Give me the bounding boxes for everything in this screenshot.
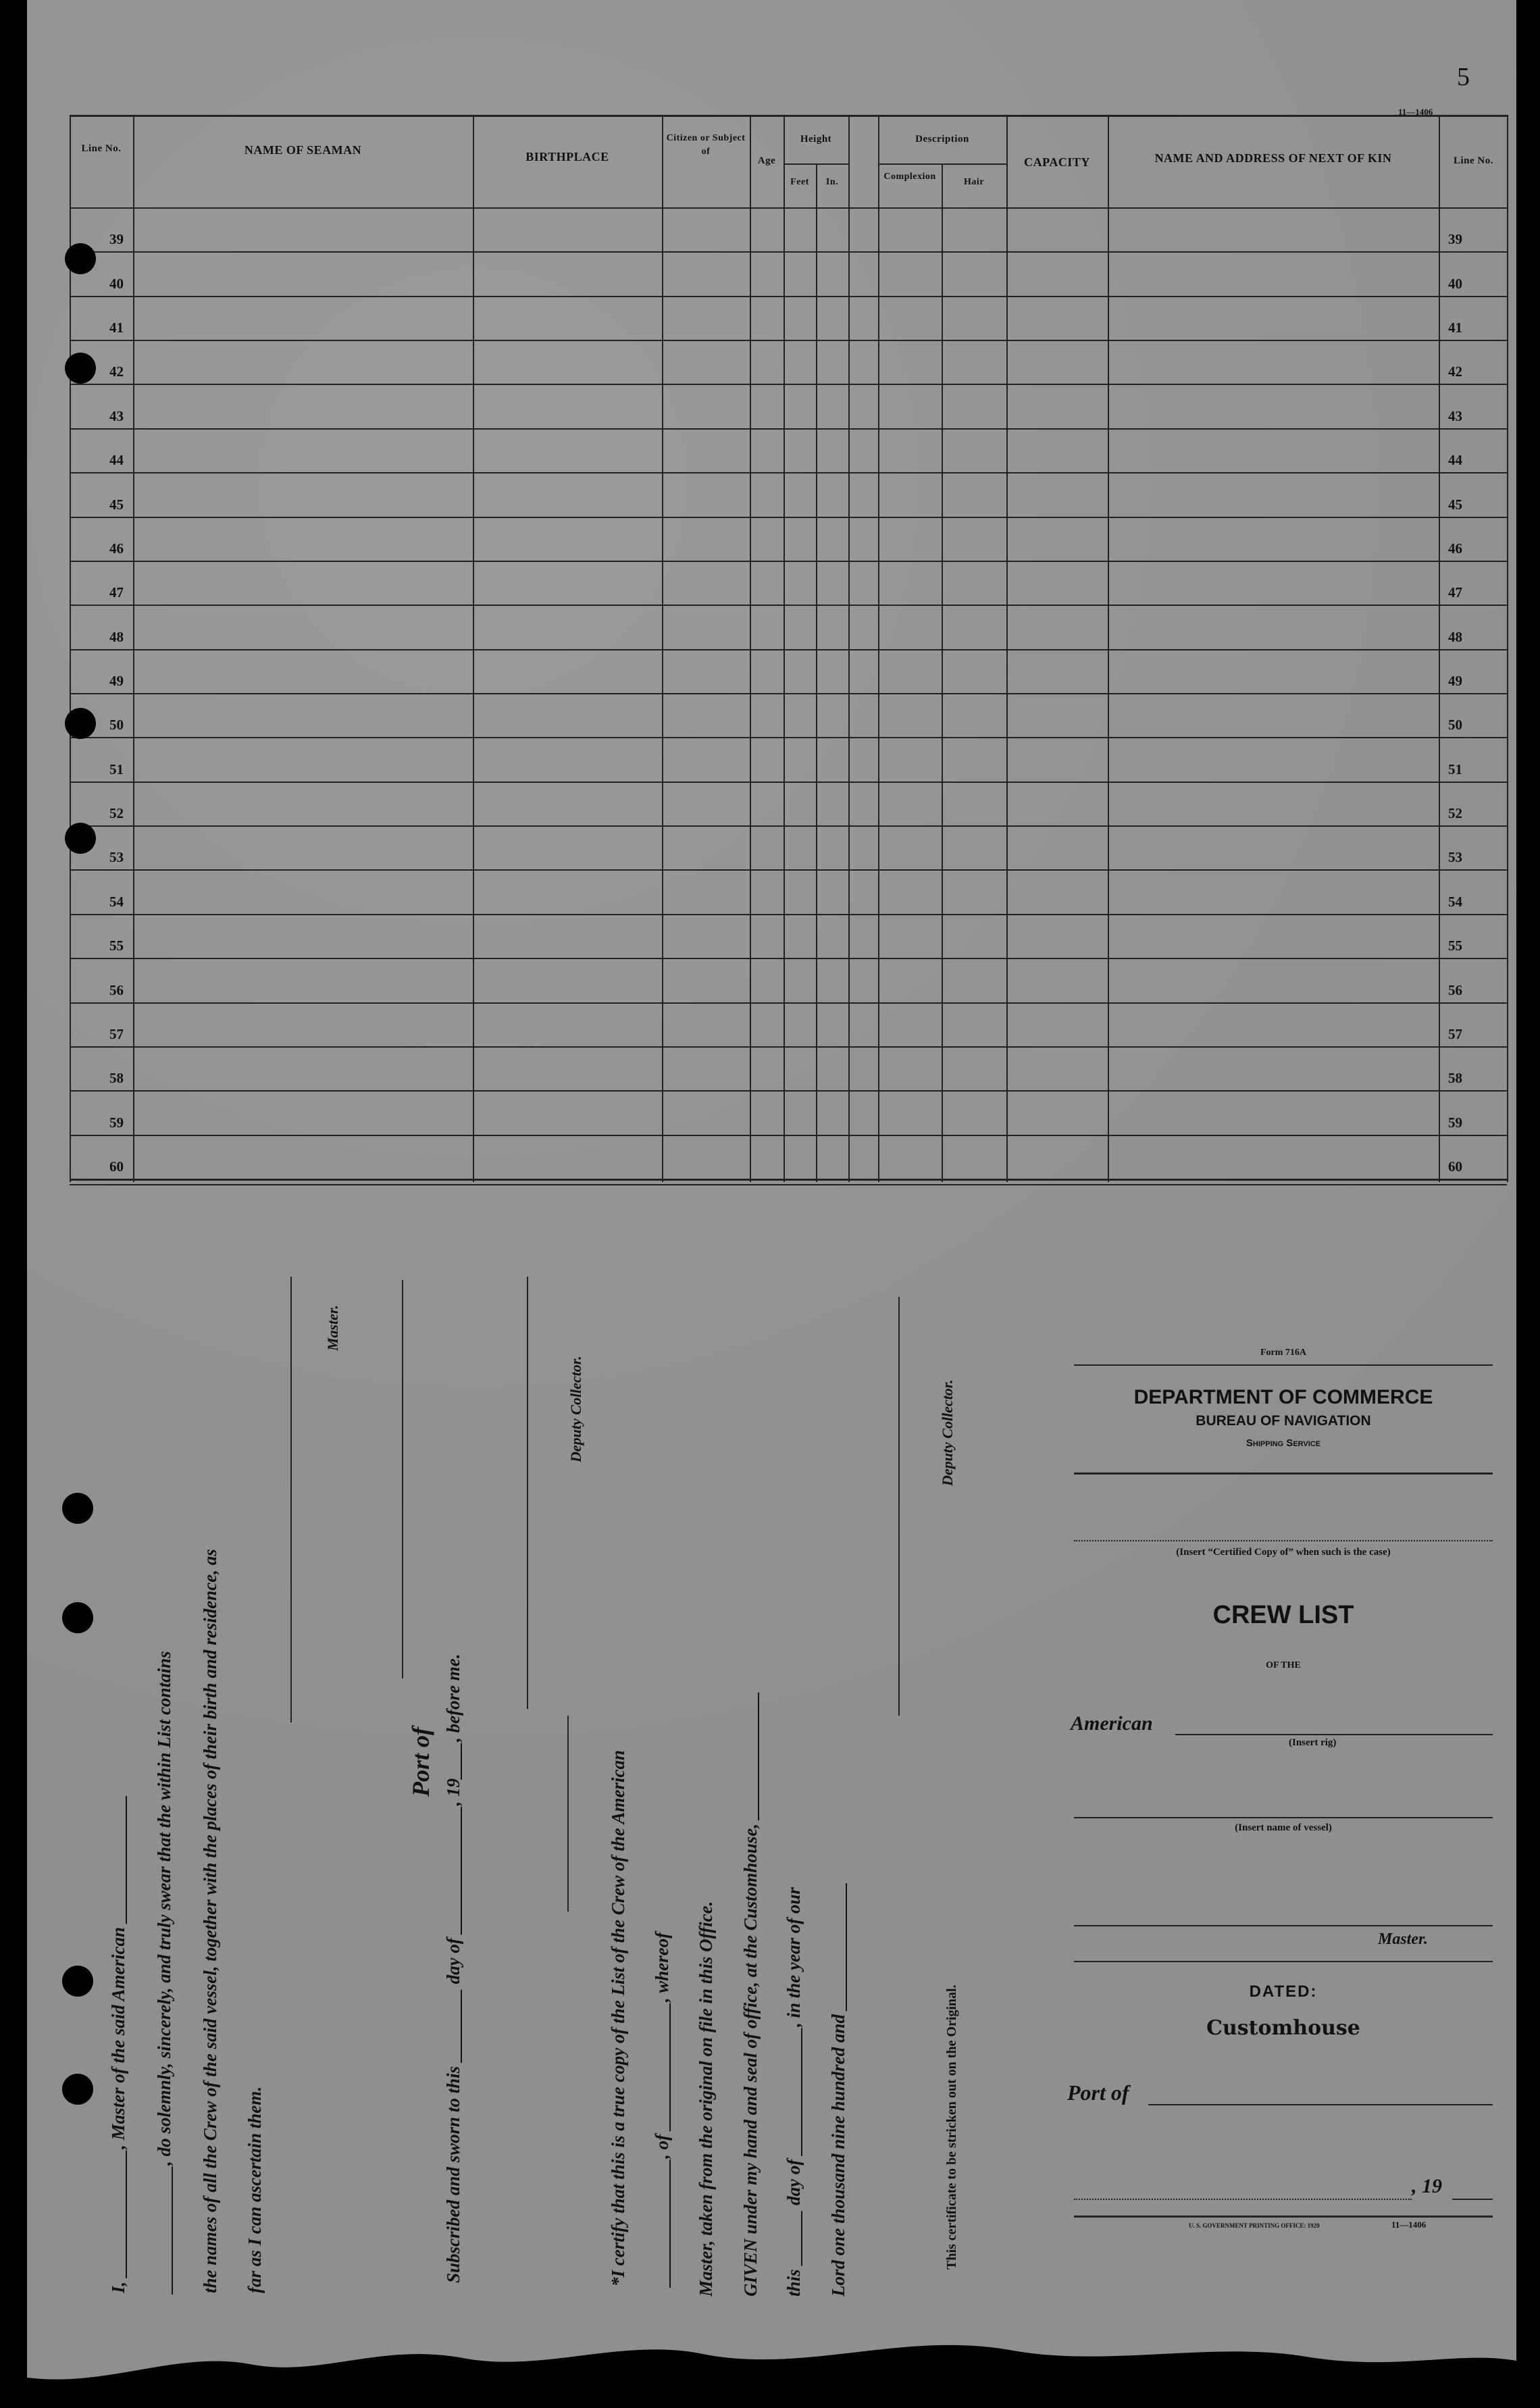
document-sheet (27, 0, 1516, 2408)
table-row-number-left: 40 (109, 275, 124, 292)
header-name-of-seaman: NAME OF SEAMAN (244, 143, 362, 157)
table-row-number-right: 58 (1448, 1070, 1462, 1087)
cover-insert-rig: (Insert rig) (1289, 1737, 1337, 1748)
table-row-divider (70, 1090, 1507, 1092)
table-row-divider (70, 472, 1507, 473)
oath-line-1: I, ______________, Master of the said American ______________ (108, 1795, 128, 2293)
oath-master-label: Master. (324, 1305, 341, 1351)
table-row-number-left: 43 (109, 407, 124, 424)
table-row-divider (70, 914, 1507, 915)
cover-master: Master. (1378, 1930, 1429, 1948)
table-row-number-left: 47 (109, 584, 124, 601)
oath-line-4: far as I can ascertain them. (245, 2086, 265, 2293)
punch-hole (65, 243, 96, 274)
table-row-number-right: 57 (1448, 1025, 1462, 1042)
table-row-divider (70, 428, 1507, 430)
certificate-line-2: ______________, of ______________, whereof (652, 1932, 672, 2286)
table-row-number-left: 41 (109, 319, 124, 336)
table-row-divider (70, 1135, 1507, 1136)
table-row-number-left: 39 (109, 231, 124, 248)
table-row-divider (70, 517, 1507, 518)
table-row-number-right: 46 (1448, 540, 1462, 557)
table-row-number-left: 45 (109, 496, 124, 513)
table-row-number-right: 45 (1448, 496, 1462, 513)
table-row-number-left: 56 (109, 981, 124, 998)
certificate-footnote: This certificate to be stricken out on the Original. (944, 1984, 959, 2270)
table-row-number-left: 42 (109, 363, 124, 380)
header-capacity: CAPACITY (1024, 155, 1090, 169)
table-row-number-right: 48 (1448, 628, 1462, 645)
table-row-divider (70, 737, 1507, 738)
header-hair: Hair (964, 177, 984, 187)
corner-mark: 5 (1457, 63, 1470, 91)
table-row-number-right: 42 (1448, 363, 1462, 380)
table-row-number-right: 56 (1448, 981, 1462, 998)
table-row-divider (70, 340, 1507, 341)
table-row-number-left: 50 (109, 717, 124, 734)
certificate-line-3: Master, taken from the original on file in this Office. (696, 1901, 716, 2297)
punch-hole (62, 2074, 93, 2105)
table-row-number-right: 50 (1448, 717, 1462, 734)
punch-hole (62, 1966, 93, 1997)
certificate-line-1: *I certify that this is a true copy of the List of the Crew of the American (608, 1750, 628, 2286)
table-row-number-left: 52 (109, 805, 124, 822)
cover-department: DEPARTMENT OF COMMERCE (1133, 1386, 1433, 1408)
header-height: Height (800, 134, 832, 145)
cover-customhouse: Customhouse (1206, 2016, 1360, 2040)
table-row-number-left: 59 (109, 1114, 124, 1131)
table-row-number-right: 40 (1448, 275, 1462, 292)
table-row-divider (70, 605, 1507, 606)
header-description: Description (915, 134, 969, 145)
table-row-number-left: 46 (109, 540, 124, 557)
table-row-number-right: 44 (1448, 452, 1462, 469)
table-row-divider (70, 958, 1507, 959)
table-row-number-right: 49 (1448, 673, 1462, 689)
table-row-number-right: 39 (1448, 231, 1462, 248)
header-birthplace: BIRTHPLACE (525, 150, 609, 163)
table-row-divider (70, 825, 1507, 827)
table-row-number-left: 51 (109, 761, 124, 777)
table-row-number-left: 54 (109, 893, 124, 910)
table-row-divider (70, 1046, 1507, 1048)
table-row-number-left: 58 (109, 1070, 124, 1087)
table-row-number-right: 55 (1448, 938, 1462, 954)
header-next-of-kin: NAME AND ADDRESS OF NEXT OF KIN (1154, 151, 1392, 165)
certificate-line-5: this ______ day of ______________, in the year of our (784, 1887, 804, 2297)
table-row-divider (70, 296, 1507, 297)
table-row-divider (70, 384, 1507, 385)
punch-hole (62, 1493, 93, 1524)
table-row-divider (70, 649, 1507, 650)
table-row-divider (70, 251, 1507, 253)
punch-hole (65, 353, 96, 384)
oath-subscribed: Subscribed and sworn to this ________ day of ______________, 19____, before me. (443, 1654, 463, 2283)
table-row-number-right: 53 (1448, 849, 1462, 866)
cover-form-number: Form 716A (1260, 1348, 1307, 1358)
oath-deputy-collector: Deputy Collector. (567, 1356, 584, 1462)
oath-line-2: ______________, do solemnly, sincerely, and truly swear that the within List contains (154, 1651, 174, 2293)
header-feet: Feet (790, 177, 809, 187)
cover-form-number-bottom: 11—1406 (1391, 2220, 1427, 2230)
table-row-number-right: 41 (1448, 319, 1462, 336)
table-row-number-left: 53 (109, 849, 124, 866)
cover-year: , 19 (1412, 2175, 1442, 2197)
table-row-number-right: 54 (1448, 893, 1462, 910)
oath-port-of-label: Port of (407, 1727, 434, 1797)
certificate-deputy-collector: Deputy Collector. (939, 1379, 956, 1486)
header-age: Age (757, 155, 776, 166)
punch-hole (65, 823, 96, 854)
table-row-number-right: 47 (1448, 584, 1462, 601)
cover-insert-vessel: (Insert name of vessel) (1235, 1822, 1332, 1833)
table-row-number-right: 59 (1448, 1114, 1462, 1131)
table-row-divider (70, 1002, 1507, 1004)
certificate-line-4: GIVEN under my hand and seal of office, at the Customhouse, ______________ (740, 1691, 761, 2297)
cover-bureau: BUREAU OF NAVIGATION (1196, 1413, 1371, 1429)
form-number-top: 11—1406 (1398, 107, 1433, 117)
table-row-number-right: 60 (1448, 1158, 1462, 1175)
cover-insert-certified: (Insert “Certified Copy of” when such is the case) (1176, 1547, 1391, 1558)
table-row-divider (70, 561, 1507, 562)
header-citizen: Citizen or Subject of (666, 133, 746, 157)
oath-line-3: the names of all the Crew of the said vessel, together with the places of their birth and residence, as (200, 1549, 220, 2293)
header-complexion: Complexion (883, 172, 936, 182)
table-row-divider (70, 782, 1507, 783)
cover-dated: DATED: (1249, 1982, 1318, 2001)
punch-hole (62, 1602, 93, 1633)
table-row-number-left: 57 (109, 1025, 124, 1042)
cover-of-the: OF THE (1266, 1660, 1301, 1670)
cover-port-of: Port of (1067, 2080, 1129, 2105)
cover-title: CREW LIST (1212, 1601, 1354, 1629)
table-row-number-left: 49 (109, 673, 124, 689)
table-row-number-right: 43 (1448, 407, 1462, 424)
table-row-number-left: 44 (109, 452, 124, 469)
table-row-divider (70, 693, 1507, 694)
table-row-number-left: 60 (109, 1158, 124, 1175)
punch-hole (65, 708, 96, 739)
table-row-divider (70, 869, 1507, 871)
table-row-number-left: 55 (109, 938, 124, 954)
cover-service: Shipping Service (1246, 1437, 1321, 1449)
torn-bottom-edge (27, 2249, 1516, 2408)
certificate-line-6: Lord one thousand nine hundred and ______________ (828, 1882, 848, 2297)
table-row-number-right: 52 (1448, 805, 1462, 822)
table-row-number-right: 51 (1448, 761, 1462, 777)
cover-printer: U. S. GOVERNMENT PRINTING OFFICE: 1920 (1189, 2222, 1320, 2229)
header-line-no: Line No. (81, 143, 122, 154)
cover-american: American (1071, 1712, 1153, 1735)
header-inches: In. (825, 177, 839, 187)
table-row-number-left: 48 (109, 628, 124, 645)
header-line-no-right: Line No. (1453, 155, 1493, 166)
